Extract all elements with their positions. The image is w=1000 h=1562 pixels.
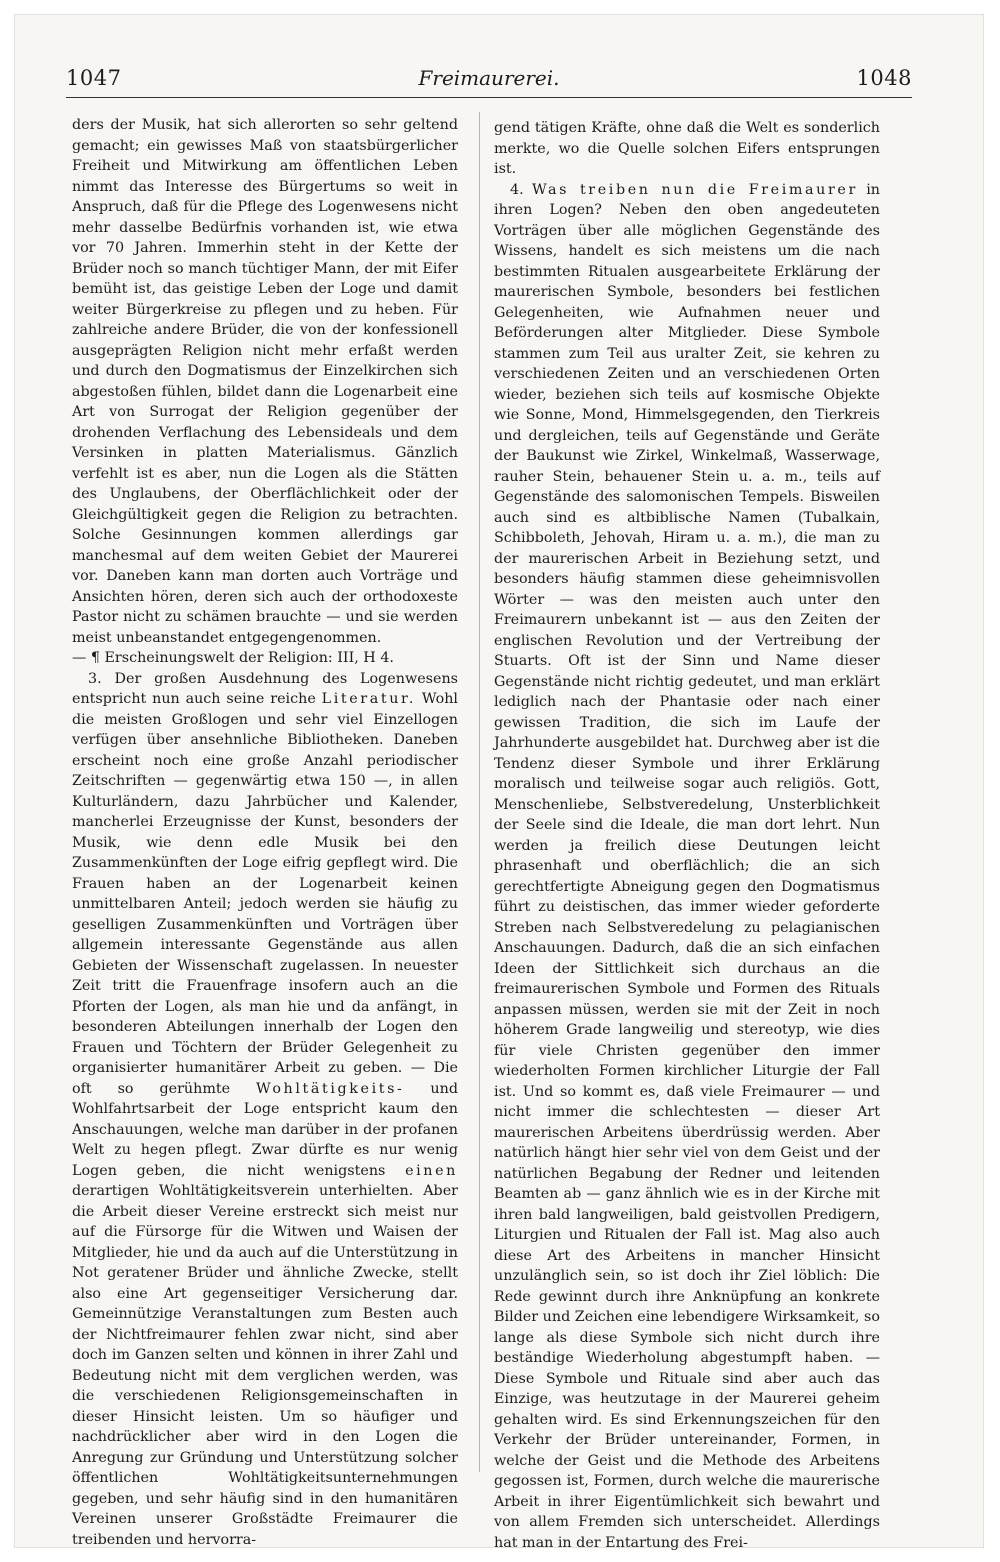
right-column — [494, 118, 880, 1553]
spaced-term-wohltaetigkeit: Wohltätigkeits- — [256, 1080, 405, 1097]
column-divider — [479, 112, 480, 1472]
text-run: derartigen Wohltätigkeitsverein unterhielten. Aber die Arbeit dieser Vereine erstreckt sich meist nur auf die Fürsorge für die Witwen und Waisen der Mitglieder, hie und da auch auf die Unterstützung in Not geratener Brüder und ähnliche Zwecke, stellt also eine Art gegenseitiger Versicherung dar. Gemeinnützige Veranstaltungen zum Besten auch der Nichtfreimaurer fehlen zwar nicht, sind aber doch im Ganzen selten und können in ihrer Zahl und Bedeutung nicht mit dem verglichen werden, was die verschiedenen Religionsgemeinschaften in dieser Hinsicht leisten. Um so häufiger und nachdrücklicher aber wird in den Logen die Anregung zur Gründung und Unterstützung solcher öffentlichen Wohltätigkeitsunternehmungen gegeben, und sehr häufig sind in den humanitären Vereinen unserer Großstädte Freimaurer die treibenden und hervorra- — [72, 1183, 458, 1548]
text-run: 3. Der großen Ausdehnung des Logenwesens entspricht nun auch seine reiche — [72, 670, 458, 707]
header-rule — [66, 97, 912, 98]
cross-reference: — ¶ Erscheinungswelt der Religion: III, H 4. — [72, 650, 394, 666]
running-title: Freimaurerei. — [418, 66, 560, 90]
running-header — [66, 66, 912, 100]
text-run: und Wohlfahrtsarbeit der Loge entspricht kaum den Anschauungen, welche man darüber in der profanen Welt zu hegen pflegt. Zwar dürfte es nur wenig Logen geben, die nicht wenigstens — [72, 1080, 458, 1179]
spaced-term-literatur: Literatur. — [321, 691, 417, 707]
text-run: in ihren Logen? Neben den oben angedeuteten Vorträgen über alle möglichen Gegenstände des Wissens, handelt es sich meistens um die nach bestimmten Ritualen ausgearbeitete Erklärung der maurerischen Symbole, besonders bei festlichen Gelegenheiten, wie Aufnahmen neuer und Beförderungen alter Mitglieder. Diese Symbole stammen zum Teil aus uralter Zeit, sie kehren zu verschiedenen Zeiten und an verschiedenen Orten wieder, beziehen sich teils auf kosmische Objekte wie Sonne, Mond, Himmelsgegenden, den Tierkreis und dergleichen, teils auf Gegenstände und Geräte der Baukunst wie Zirkel, Winkelmaß, Wasserwage, rauher Stein, behauener Stein u. a. m., teils auf Gegenstände des salomonischen Tempels. Bisweilen auch sind es altbiblische Namen (Tubalkain, Schibboleth, Jehovah, Hiram u. a. m.), die man zu der maurerischen Arbeit in Beziehung setzt, und besonders häufig stammen diese geheimnisvollen Wörter — was den meisten auch unter den Freimaurern unbekannt ist — aus den Zeiten der englischen Revolution und der Vertreibung der Stuarts. Oft ist der Sinn und Name dieser Gegenstände nicht richtig gedeutet, und man erklärt lediglich nach der Phantasie oder nach einer gewissen Tradition, die sich im Laufe der Jahrhunderte ausgebildet hat. Durchweg aber ist die Tendenz dieser Symbole und ihrer Erklärung moralisch und teilweise sogar auch religiös. Gott, Menschenliebe, Selbstveredelung, Unsterblichkeit der Seele sind die Ideale, die man dort lehrt. Nun werden ja freilich diese Deutungen leicht phrasenhaft und oberflächlich; die an sich gerechtfertigte Abneigung gegen den Dogmatismus führt zu deistischen, das immer wieder geforderte Streben nach Selbstveredelung zu pelagianischen Anschauungen. Dadurch, daß die an sich einfachen Ideen der Sittlichkeit sich durchaus an die freimaurerischen Symbole und Formen des Rituals anpassen müssen, werden sie mit der Zeit in noch höherem Grade langweilig und stereotyp, wie dies für viele Christen gegenüber den immer wiederholten Formen kirchlicher Liturgie der Fall ist. Und so kommt es, daß viele Freimaurer — und nicht immer die schlechtesten — dieser Art maurerischen Arbeitens überdrüssig werden. Aber natürlich hängt hier sehr viel von dem Geist und der natürlichen Begabung der Redner und leitenden Beamten ab — ganz ähnlich wie es in der Kirche mit ihren bald langweiligen, bald geistvollen Predigern, Liturgien und Ritualen der Fall ist. Mag also auch diese Art des Arbeitens in mancher Hinsicht unzulänglich sein, so ist doch ihr Ziel löblich: Die Rede gewinnt durch ihre Anknüpfung an konkrete Bilder und Zeichen eine lebendigere Wirksamkeit, so lange als diese Symbole sich nicht durch ihre beständige Wiederholung abgestumpft haben. — Diese Symbole und Rituale sind aber auch das Einzige, was heutzutage in der Maurerei geheim gehalten wird. Es sind Erkennungszeichen für den Verkehr der Brüder untereinander, Formen, in welche der Geist und die Methode des Arbeitens gegossen ist, Formen, durch welche die maurerische Arbeit in ihrer Eigentümlichkeit sich bewahrt und von allem Fremden sich unterscheidet. Allerdings hat man in der Entartung des Frei- — [494, 181, 881, 1551]
paragraph-continuation: ders der Musik, hat sich allerorten so sehr geltend gemacht; ein gewisses Maß von staatsbürgerlicher Freiheit und Mitwirkung am öffentlichen Leben nimmt das Interesse des Bürgertums so weit in Anspruch, daß für die Pflege des Logenwesens nicht mehr dasselbe Bedürfnis vorhanden ist, wie etwa vor 70 Jahren. Immerhin steht in der Kette der Brüder noch so manch tüchtiger Mann, der mit Eifer bemüht ist, das geistige Leben der Loge und damit weiter Bürgerkreise zu pflegen und zu heben. Für zahlreiche andere Brüder, die von der konfessionell ausgeprägten Religion nicht mehr erfaßt werden und durch den Dogmatismus der Einzelkirchen sich abgestoßen fühlen, bildet dann die Logenarbeit eine Art von Surrogat der Religion gegenüber der drohenden Verflachung des Lebensideals und dem Versinken in platten Materialismus. Gänzlich verfehlt ist es aber, nun die Logen als die Stätten des Unglaubens, der Oberflächlichkeit oder der Gleichgültigkeit gegen die Religion zu betrachten. Solche Gesinnungen kommen allerdings gar manchesmal auf dem weiten Gebiet der Maurerei vor. Daneben kann man dorten auch Vorträge und Ansichten hören, deren sich auch der orthodoxeste Pastor nicht zu schämen brauchte — und sie werden meist unbeanstandet entgegengenommen. — [72, 117, 458, 646]
spaced-heading-question: Was treiben nun die Freimaurer — [531, 181, 858, 198]
page-number-right: 1048 — [856, 66, 912, 90]
page-number-left: 1047 — [66, 66, 122, 90]
paragraph-continuation: gend tätigen Kräfte, ohne daß die Welt es sonderlich merkte, wo die Quelle solchen Eifers entsprungen ist. — [494, 120, 880, 177]
section-3-paragraph — [72, 669, 458, 1551]
text-run: Wohl die meisten Großlogen und sehr viel Einzellogen verfügen über ansehnliche Bibliotheken. Daneben erscheint noch eine große Anzahl periodischer Zeitschriften — gegenwärtig etwa 150 —, in allen Kulturländern, dazu Jahrbücher und Kalender, mancherlei Erzeugnisse der Kunst, besonders der Musik, wie denn edle Musik bei den Zusammenkünften der Loge eifrig gepflegt wird. Die Frauen haben an der Logenarbeit keinen unmittelbaren Anteil; jedoch werden sie häufig zu geselligen Zusammenkünften und Vorträgen über allgemein interessante Gegenstände aus allen Gebieten der Wissenschaft zugelassen. In neuester Zeit tritt die Frauenfrage insofern auch an die Pforten der Logen, als man hie und da anfängt, in besonderen Abteilungen innerhalb der Logen den Frauen und Töchtern der Brüder Gelegenheit zu organisierter humanitärer Arbeit zu geben. — Die oft so gerühmte — [72, 691, 458, 1097]
left-column — [72, 115, 458, 1550]
section-number: 4. — [510, 181, 532, 198]
spaced-term-einen: einen — [405, 1162, 458, 1179]
section-4-paragraph — [494, 180, 880, 1554]
